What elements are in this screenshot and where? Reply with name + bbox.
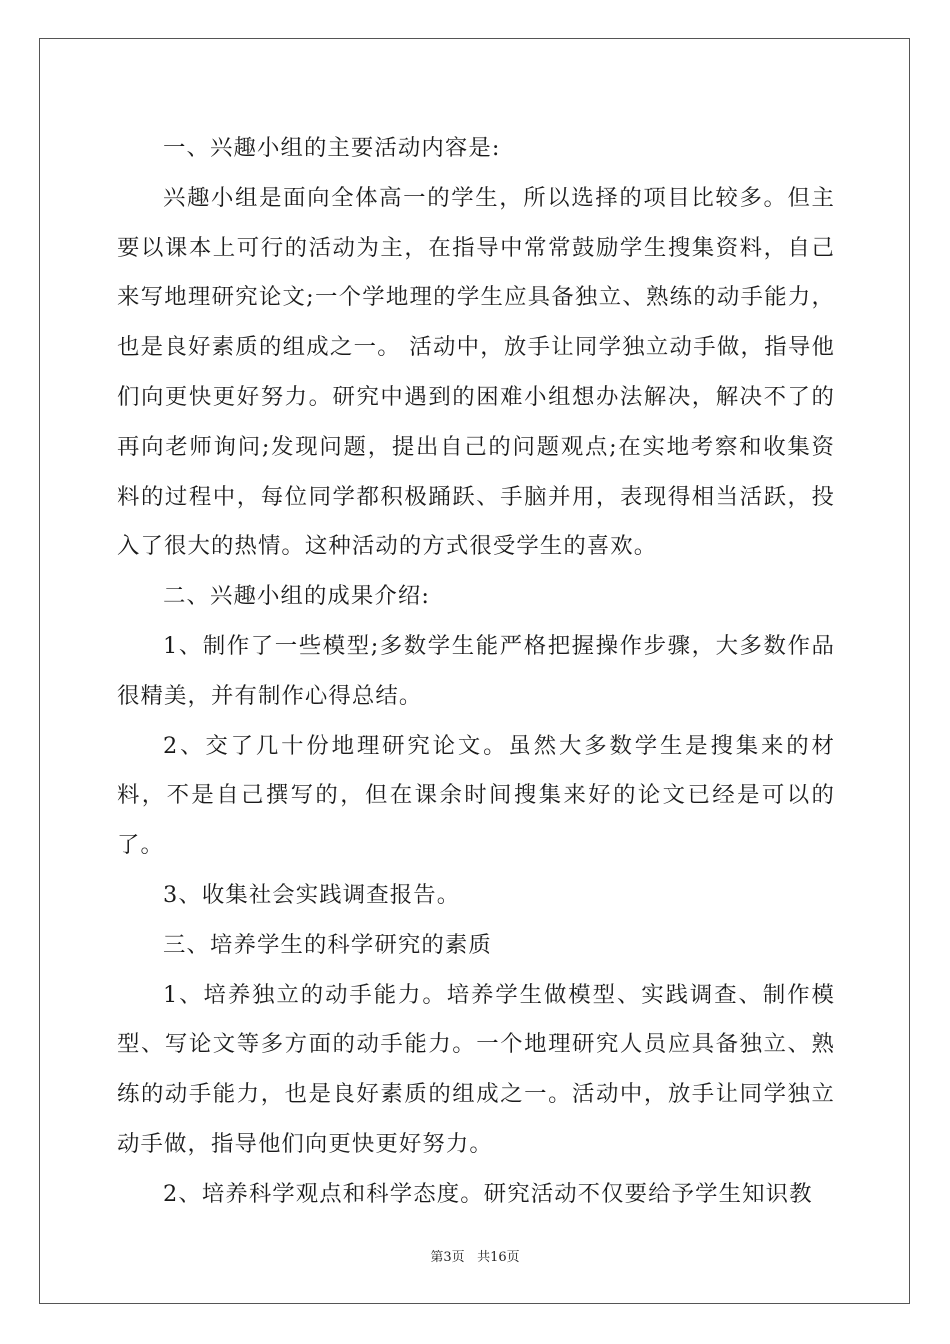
paragraph: 1、培养独立的动手能力。培养学生做模型、实践调查、制作模型、写论文等多方面的动手能力。一个地理研究人员应具备独立、熟练的动手能力，也是良好素质的组成之一。活动中，放手让同学独立动手做，指导他们向更快更好努力。 <box>117 981 835 1157</box>
page-footer <box>0 1246 950 1265</box>
document-body <box>117 124 835 1220</box>
section-heading-3: 三、培养学生的科学研究的素质 <box>163 931 492 958</box>
paragraph: 2、培养科学观点和科学态度。研究活动不仅要给予学生知识教 <box>163 1180 813 1207</box>
total-pages: 共16页 <box>477 1250 520 1265</box>
paragraph: 3、收集社会实践调查报告。 <box>163 881 461 908</box>
section-heading-1: 一、兴趣小组的主要活动内容是: <box>163 135 501 161</box>
page-number: 第3页 <box>430 1250 465 1265</box>
section-heading-2: 二、兴趣小组的成果介绍: <box>163 583 431 610</box>
paragraph: 2、交了几十份地理研究论文。虽然大多数学生是搜集来的材料，不是自己撰写的，但在课余时间搜集来好的论文已经是可以的了。 <box>117 732 835 859</box>
paragraph: 兴趣小组是面向全体高一的学生，所以选择的项目比较多。但主要以课本上可行的活动为主，在指导中常常鼓励学生搜集资料，自己来写地理研究论文;一个学地理的学生应具备独立、熟练的动手能力，也是良好素质的组成之一。 活动中，放手让同学独立动手做，指导他们向更快更好努力。研究中遇到的困难小组想办法解决，解决不了的再向老师询问;发现问题，提出自己的问题观点;在实地考察和收集资料的过程中，每位同学都积极踊跃、手脑并用，表现得相当活跃，投入了很大的热情。这种活动的方式很受学生的喜欢。 <box>117 184 835 560</box>
paragraph: 1、制作了一些模型;多数学生能严格把握操作步骤，大多数作品很精美，并有制作心得总结。 <box>117 632 835 709</box>
